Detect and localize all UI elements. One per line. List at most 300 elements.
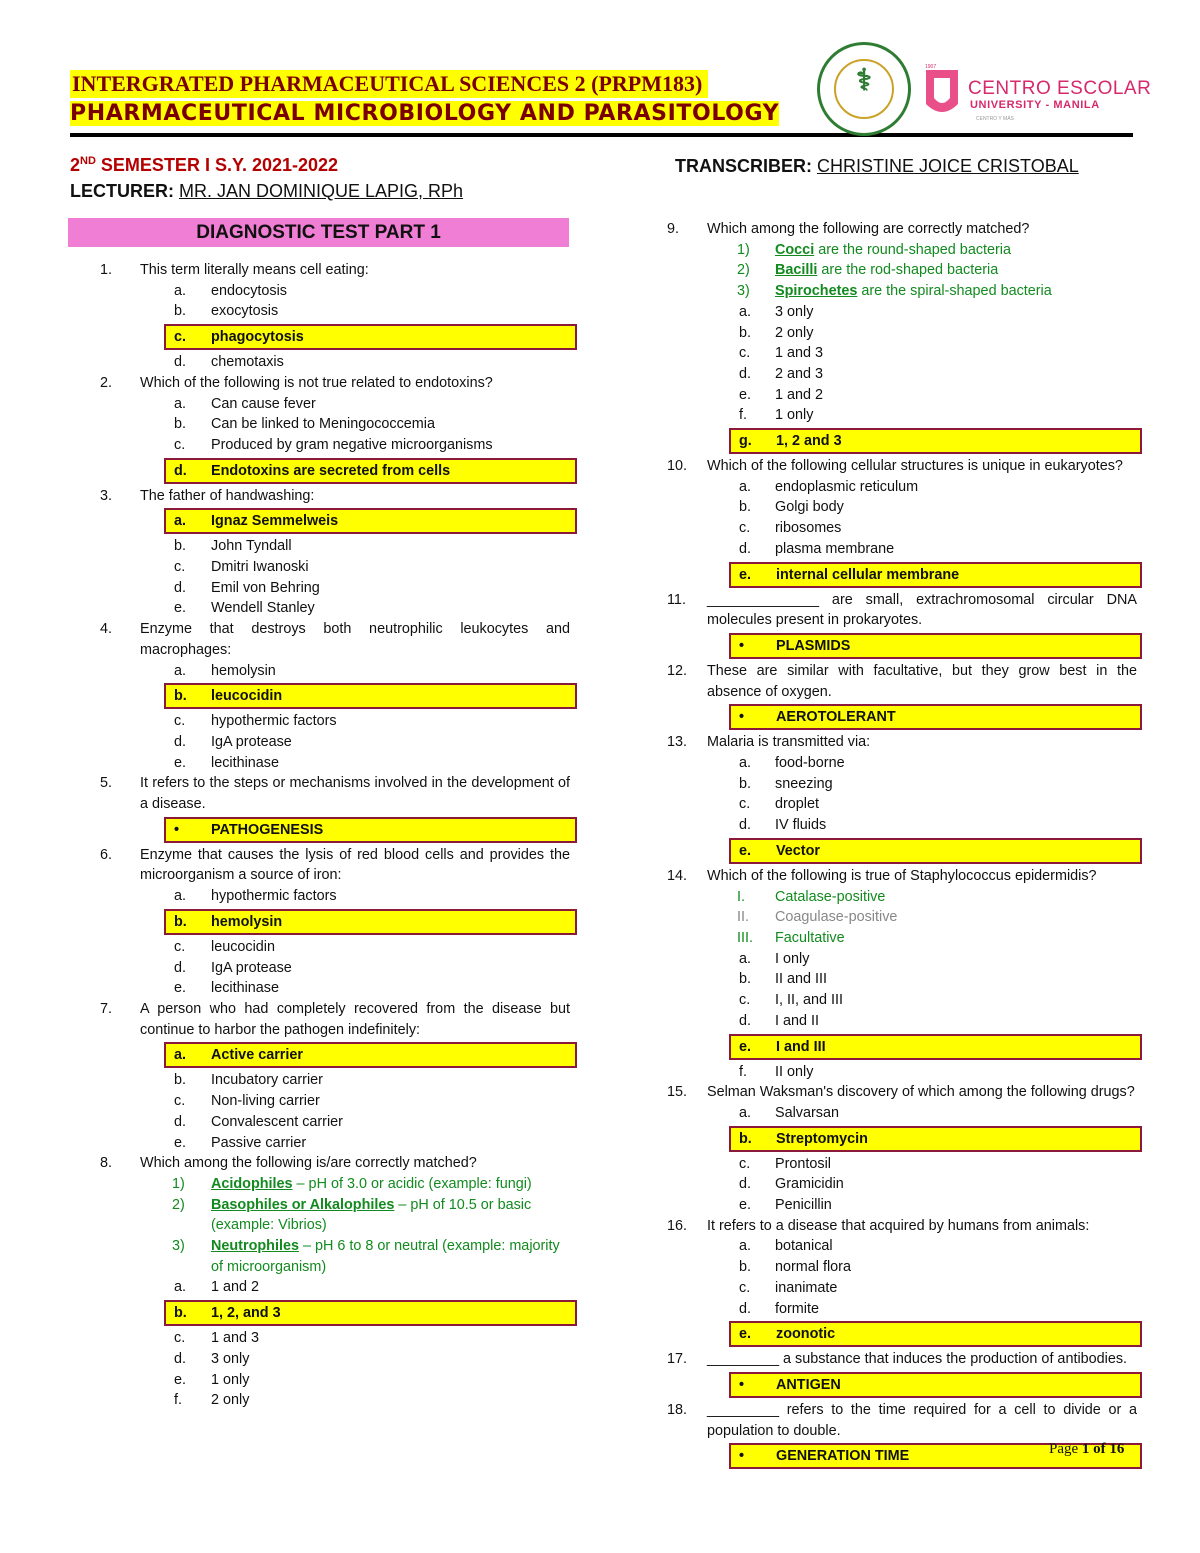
answer-option bbox=[100, 661, 570, 682]
option-letter: a. bbox=[174, 662, 187, 679]
answer-option bbox=[100, 435, 570, 456]
option-letter: a. bbox=[174, 395, 187, 412]
roman-statement bbox=[667, 887, 1137, 908]
statement-term: Spirochetes bbox=[775, 283, 858, 300]
right-column bbox=[667, 219, 1137, 1471]
option-text: Wendell Stanley bbox=[211, 600, 315, 617]
option-letter: d. bbox=[739, 1012, 752, 1029]
statement-number: 1) bbox=[737, 241, 750, 258]
question bbox=[667, 219, 1137, 240]
option-letter: a. bbox=[174, 513, 187, 530]
correct-answer-highlight bbox=[164, 324, 577, 350]
statement-number: 2) bbox=[737, 262, 750, 279]
option-letter: e. bbox=[174, 980, 187, 997]
question bbox=[100, 773, 570, 814]
question-text: Which of the following cellular structures is unique in eukaryotes? bbox=[707, 458, 1123, 475]
option-text: Produced by gram negative microorganisms bbox=[211, 436, 493, 453]
statement-number: 1) bbox=[172, 1175, 185, 1192]
option-letter: d. bbox=[174, 959, 187, 976]
correct-answer-highlight bbox=[729, 1034, 1142, 1060]
option-letter: c. bbox=[174, 559, 186, 576]
answer-option bbox=[100, 578, 570, 599]
option-letter: e. bbox=[174, 754, 187, 771]
question-text: _________ a substance that induces the production of antibodies. bbox=[707, 1351, 1128, 1368]
option-text: 2 only bbox=[775, 324, 814, 341]
correct-answer-highlight bbox=[729, 838, 1142, 864]
question bbox=[100, 373, 570, 394]
question-text: Enzyme that destroys both neutrophilic leukocytes and macrophages: bbox=[140, 621, 570, 658]
statement-text: – pH of 10.5 or basic (example: Vibrios) bbox=[211, 1196, 532, 1234]
semester-number: 2 bbox=[70, 155, 81, 175]
answer-option bbox=[667, 1195, 1137, 1216]
svg-text:1907: 1907 bbox=[925, 64, 937, 70]
option-text: IgA protease bbox=[211, 959, 292, 976]
option-letter: b. bbox=[174, 1072, 187, 1089]
question bbox=[667, 732, 1137, 753]
option-text: 1 and 2 bbox=[211, 1279, 260, 1296]
answer-option bbox=[667, 385, 1137, 406]
lecturer-label: LECTURER: bbox=[70, 181, 174, 201]
statement-numeral: I. bbox=[737, 888, 745, 905]
option-letter: c. bbox=[174, 436, 186, 453]
statement-number: 3) bbox=[737, 283, 750, 300]
matching-statement bbox=[100, 1236, 570, 1277]
option-text: 1, 2 and 3 bbox=[776, 433, 842, 450]
question-number: 3. bbox=[100, 487, 113, 504]
option-text: IgA protease bbox=[211, 733, 292, 750]
option-letter: a. bbox=[174, 282, 187, 299]
statement-number: 3) bbox=[172, 1238, 185, 1255]
option-text: leucocidin bbox=[211, 688, 283, 705]
answer-option bbox=[667, 539, 1137, 560]
subject-title-text: PHARMACEUTICAL MICROBIOLOGY AND PARASITOLOGY bbox=[70, 101, 780, 126]
correct-answer-highlight bbox=[164, 909, 577, 935]
option-letter: d. bbox=[174, 733, 187, 750]
semester-text: SEMESTER I S.Y. 2021-2022 bbox=[100, 155, 339, 175]
correct-answer-highlight bbox=[164, 817, 577, 843]
option-letter: e. bbox=[174, 600, 187, 617]
question bbox=[667, 1216, 1137, 1237]
option-letter: f. bbox=[739, 1063, 747, 1080]
option-text: GENERATION TIME bbox=[776, 1448, 910, 1465]
question-number: 17. bbox=[667, 1351, 688, 1368]
option-text: ANTIGEN bbox=[776, 1376, 841, 1393]
question-text: The father of handwashing: bbox=[140, 487, 315, 504]
question-text: A person who had completely recovered from the disease but continue to harbor the pathogen indefinitely: bbox=[140, 1000, 570, 1038]
question-number: 15. bbox=[667, 1084, 688, 1101]
statement-text: – pH 6 to 8 or neutral (example: majority of microorganism) bbox=[211, 1238, 560, 1275]
option-letter: • bbox=[174, 821, 180, 838]
answer-option bbox=[667, 949, 1137, 970]
option-text: I and II bbox=[775, 1012, 820, 1029]
question-text: Which among the following is/are correctly matched? bbox=[140, 1155, 477, 1172]
answer-option bbox=[100, 301, 570, 322]
answer-option bbox=[667, 497, 1137, 518]
answer-option bbox=[667, 794, 1137, 815]
answer-option bbox=[667, 1236, 1137, 1257]
option-text: Vector bbox=[776, 842, 820, 859]
transcriber-info bbox=[675, 156, 1079, 177]
answer-option bbox=[100, 1328, 570, 1349]
question-text: Selman Waksman's discovery of which among the following drugs? bbox=[707, 1084, 1135, 1101]
option-letter: b. bbox=[174, 1305, 187, 1322]
option-text: Non-living carrier bbox=[211, 1093, 320, 1110]
option-text: Prontosil bbox=[775, 1155, 831, 1172]
option-letter: g. bbox=[739, 433, 752, 450]
option-text: 1 only bbox=[775, 407, 814, 424]
option-text: lecithinase bbox=[211, 980, 279, 997]
option-text: 1 and 3 bbox=[211, 1330, 260, 1347]
option-letter: a. bbox=[739, 1104, 752, 1121]
option-letter: e. bbox=[739, 842, 752, 859]
option-text: exocytosis bbox=[211, 303, 279, 320]
question-text: ______________ are small, extrachromosomal circular DNA molecules present in prokaryotes. bbox=[707, 591, 1137, 629]
matching-statement bbox=[667, 281, 1137, 302]
answer-option bbox=[667, 774, 1137, 795]
question-number: 14. bbox=[667, 867, 688, 884]
option-text: 2 only bbox=[211, 1392, 250, 1409]
question-text: Malaria is transmitted via: bbox=[707, 734, 871, 751]
question bbox=[100, 486, 570, 507]
question bbox=[667, 1349, 1137, 1370]
answer-option bbox=[667, 302, 1137, 323]
left-column bbox=[100, 260, 570, 1411]
question-number: 10. bbox=[667, 458, 688, 475]
statement-number: 2) bbox=[172, 1196, 185, 1213]
option-letter: b. bbox=[174, 538, 187, 555]
option-text: 3 only bbox=[775, 303, 814, 320]
question-text: Which among the following are correctly matched? bbox=[707, 221, 1030, 237]
option-text: plasma membrane bbox=[775, 540, 895, 557]
option-letter: e. bbox=[174, 1371, 187, 1388]
correct-answer-highlight bbox=[164, 1042, 577, 1068]
option-letter: d. bbox=[174, 462, 187, 479]
option-letter: b. bbox=[174, 688, 187, 705]
option-letter: a. bbox=[739, 755, 752, 772]
option-text: lecithinase bbox=[211, 754, 279, 771]
statement-text: Facultative bbox=[775, 929, 845, 946]
correct-answer-highlight bbox=[164, 508, 577, 534]
correct-answer-highlight bbox=[164, 1300, 577, 1326]
option-text: formite bbox=[775, 1300, 819, 1317]
option-text: Convalescent carrier bbox=[211, 1113, 343, 1130]
question-text: It refers to a disease that acquired by humans from animals: bbox=[707, 1217, 1090, 1234]
option-text: leucocidin bbox=[211, 938, 275, 955]
option-text: Golgi body bbox=[775, 499, 844, 516]
correct-answer-highlight bbox=[164, 458, 577, 484]
answer-option bbox=[100, 1370, 570, 1391]
option-text: hemolysin bbox=[211, 662, 276, 679]
option-letter: c. bbox=[739, 992, 751, 1009]
option-letter: c. bbox=[739, 520, 751, 537]
question-number: 7. bbox=[100, 1000, 113, 1017]
matching-statement bbox=[100, 1195, 570, 1236]
page-current: 1 bbox=[1081, 1441, 1090, 1457]
option-text: phagocytosis bbox=[211, 329, 304, 346]
answer-option bbox=[667, 518, 1137, 539]
option-text: I only bbox=[775, 950, 810, 967]
answer-option bbox=[667, 323, 1137, 344]
statement-text: are the spiral-shaped bacteria bbox=[857, 283, 1052, 300]
roman-statement bbox=[667, 928, 1137, 949]
option-letter: e. bbox=[739, 1326, 752, 1343]
question-number: 16. bbox=[667, 1217, 688, 1234]
option-text: Endotoxins are secreted from cells bbox=[211, 462, 451, 479]
option-text: endocytosis bbox=[211, 282, 287, 299]
option-letter: a. bbox=[739, 950, 752, 967]
option-text: II only bbox=[775, 1063, 814, 1080]
option-letter: d. bbox=[174, 1113, 187, 1130]
question-number: 12. bbox=[667, 662, 688, 679]
statement-numeral: III. bbox=[737, 929, 753, 946]
option-letter: d. bbox=[174, 1350, 187, 1367]
answer-option bbox=[100, 536, 570, 557]
answer-option bbox=[667, 1062, 1137, 1083]
semester-suffix: ND bbox=[80, 155, 96, 167]
statement-text: are the rod-shaped bacteria bbox=[817, 262, 999, 279]
option-text: Penicillin bbox=[775, 1197, 832, 1214]
question-number: 1. bbox=[100, 262, 113, 278]
university-name-line1: CENTRO ESCOLAR bbox=[968, 78, 1152, 99]
answer-option bbox=[100, 753, 570, 774]
question-number: 13. bbox=[667, 734, 688, 751]
option-text: Can be linked to Meningococcemia bbox=[211, 416, 435, 433]
statement-term: Cocci bbox=[775, 241, 815, 258]
correct-answer-highlight bbox=[729, 1321, 1142, 1347]
option-letter: f. bbox=[739, 407, 747, 424]
option-letter: b. bbox=[174, 303, 187, 320]
option-text: food-borne bbox=[775, 755, 845, 772]
question bbox=[100, 1153, 570, 1174]
roman-statement bbox=[667, 907, 1137, 928]
question bbox=[667, 1400, 1137, 1441]
correct-answer-highlight bbox=[729, 633, 1142, 659]
option-text: 1 only bbox=[211, 1371, 250, 1388]
option-text: endoplasmic reticulum bbox=[775, 478, 919, 495]
option-letter: d. bbox=[739, 365, 752, 382]
question bbox=[667, 1082, 1137, 1103]
option-text: Dmitri Iwanoski bbox=[211, 559, 309, 576]
option-letter: e. bbox=[739, 566, 752, 583]
question bbox=[100, 845, 570, 886]
option-text: John Tyndall bbox=[211, 538, 292, 555]
answer-option bbox=[667, 753, 1137, 774]
option-text: 3 only bbox=[211, 1350, 250, 1367]
answer-option bbox=[667, 405, 1137, 426]
transcriber-name: CHRISTINE JOICE CRISTOBAL bbox=[817, 156, 1079, 176]
option-text: botanical bbox=[775, 1238, 833, 1255]
question-text: _________ refers to the time required for a cell to divide or a population to double. bbox=[707, 1401, 1137, 1439]
option-letter: a. bbox=[739, 303, 752, 320]
correct-answer-highlight bbox=[729, 428, 1142, 454]
answer-option bbox=[100, 394, 570, 415]
option-letter: • bbox=[739, 709, 745, 726]
answer-option bbox=[100, 1133, 570, 1154]
statement-text: – pH of 3.0 or acidic (example: fungi) bbox=[292, 1175, 532, 1192]
statement-term: Acidophiles bbox=[211, 1175, 293, 1192]
option-text: Emil von Behring bbox=[211, 579, 320, 596]
option-letter: c. bbox=[739, 345, 751, 362]
option-text: I, II, and III bbox=[775, 992, 843, 1009]
subject-title bbox=[70, 101, 779, 126]
option-text: hemolysin bbox=[211, 913, 283, 930]
option-text: hypothermic factors bbox=[211, 888, 337, 905]
answer-option bbox=[100, 1070, 570, 1091]
statement-text: Coagulase-positive bbox=[775, 909, 898, 926]
answer-option bbox=[667, 364, 1137, 385]
option-letter: a. bbox=[174, 1047, 187, 1064]
option-text: zoonotic bbox=[776, 1326, 836, 1343]
answer-option bbox=[667, 477, 1137, 498]
option-text: I and III bbox=[776, 1038, 826, 1055]
answer-option bbox=[100, 598, 570, 619]
option-letter: b. bbox=[739, 775, 752, 792]
correct-answer-highlight bbox=[729, 562, 1142, 588]
answer-option bbox=[100, 281, 570, 302]
option-text: 1, 2, and 3 bbox=[211, 1305, 281, 1322]
statement-term: Bacilli bbox=[775, 262, 818, 279]
question bbox=[667, 661, 1137, 702]
option-letter: d. bbox=[174, 579, 187, 596]
answer-option bbox=[100, 1091, 570, 1112]
question bbox=[667, 590, 1137, 631]
option-letter: e. bbox=[739, 386, 752, 403]
question bbox=[100, 999, 570, 1040]
answer-option bbox=[100, 711, 570, 732]
option-letter: b. bbox=[739, 324, 752, 341]
university-mark-icon bbox=[920, 64, 964, 120]
option-text: Gramicidin bbox=[775, 1176, 844, 1193]
question bbox=[667, 456, 1137, 477]
answer-option bbox=[667, 1257, 1137, 1278]
option-letter: a. bbox=[174, 888, 187, 905]
header-rule bbox=[70, 133, 1133, 137]
correct-answer-highlight bbox=[729, 1372, 1142, 1398]
option-letter: b. bbox=[739, 1259, 752, 1276]
answer-option bbox=[100, 557, 570, 578]
question bbox=[667, 866, 1137, 887]
option-text: Ignaz Semmelweis bbox=[211, 513, 339, 530]
option-letter: d. bbox=[739, 1300, 752, 1317]
option-text: Salvarsan bbox=[775, 1104, 839, 1121]
answer-option bbox=[100, 1112, 570, 1133]
option-letter: f. bbox=[174, 1392, 182, 1409]
lecturer-name: MR. JAN DOMINIQUE LAPIG, RPh bbox=[179, 181, 464, 201]
question-number: 8. bbox=[100, 1155, 113, 1172]
question-text: It refers to the steps or mechanisms involved in the development of a disease. bbox=[140, 775, 570, 813]
option-text: Streptomycin bbox=[776, 1130, 868, 1147]
answer-option bbox=[100, 978, 570, 999]
option-text: Active carrier bbox=[211, 1047, 304, 1064]
option-text: Incubatory carrier bbox=[211, 1072, 323, 1089]
question-text: Which of the following is not true related to endotoxins? bbox=[140, 374, 493, 391]
option-letter: • bbox=[739, 1448, 745, 1465]
answer-option bbox=[667, 1103, 1137, 1124]
question-number: 9. bbox=[667, 221, 680, 237]
page-number bbox=[1049, 1441, 1124, 1458]
option-text: PATHOGENESIS bbox=[211, 821, 324, 838]
option-letter: b. bbox=[739, 499, 752, 516]
statement-term: Neutrophiles bbox=[211, 1238, 299, 1255]
option-letter: a. bbox=[739, 1238, 752, 1255]
correct-answer-highlight bbox=[729, 704, 1142, 730]
option-letter: b. bbox=[739, 1130, 752, 1147]
option-text: 1 and 3 bbox=[775, 345, 824, 362]
option-letter: e. bbox=[739, 1197, 752, 1214]
answer-option bbox=[667, 1154, 1137, 1175]
page-total: 16 bbox=[1109, 1441, 1125, 1457]
option-text: ribosomes bbox=[775, 520, 842, 537]
caduceus-icon: ⚕ bbox=[855, 64, 873, 97]
question-number: 5. bbox=[100, 775, 113, 792]
school-seal-logo bbox=[817, 42, 911, 136]
question bbox=[100, 260, 570, 281]
option-text: II and III bbox=[775, 971, 827, 988]
option-letter: b. bbox=[739, 971, 752, 988]
question-number: 4. bbox=[100, 621, 113, 638]
option-letter: a. bbox=[739, 478, 752, 495]
matching-statement bbox=[667, 240, 1137, 261]
option-text: Can cause fever bbox=[211, 395, 316, 412]
statement-term: Basophiles or Alkalophiles bbox=[211, 1196, 395, 1213]
answer-option bbox=[100, 886, 570, 907]
answer-option bbox=[100, 937, 570, 958]
statement-text: Catalase-positive bbox=[775, 888, 886, 905]
option-letter: c. bbox=[174, 1330, 186, 1347]
option-letter: c. bbox=[174, 938, 186, 955]
answer-option bbox=[100, 352, 570, 373]
matching-statement bbox=[100, 1174, 570, 1195]
option-text: normal flora bbox=[775, 1259, 851, 1276]
option-text: AEROTOLERANT bbox=[776, 709, 896, 726]
option-letter: c. bbox=[174, 1093, 186, 1110]
matching-statement bbox=[667, 260, 1137, 281]
option-letter: c. bbox=[739, 796, 751, 813]
answer-option bbox=[667, 1299, 1137, 1320]
answer-option bbox=[100, 1349, 570, 1370]
answer-option bbox=[667, 815, 1137, 836]
statement-numeral: II. bbox=[737, 909, 749, 926]
option-letter: d. bbox=[739, 1176, 752, 1193]
answer-option bbox=[667, 969, 1137, 990]
answer-option bbox=[100, 1390, 570, 1411]
option-text: 2 and 3 bbox=[775, 365, 824, 382]
question-text: These are similar with facultative, but they grow best in the absence of oxygen. bbox=[707, 662, 1137, 700]
question-number: 11. bbox=[667, 591, 686, 608]
option-letter: d. bbox=[739, 817, 752, 834]
answer-option bbox=[100, 958, 570, 979]
section-title: DIAGNOSTIC TEST PART 1 bbox=[68, 218, 569, 247]
option-text: IV fluids bbox=[775, 817, 827, 834]
option-text: internal cellular membrane bbox=[776, 566, 960, 583]
question-number: 2. bbox=[100, 374, 113, 391]
option-letter: • bbox=[739, 637, 745, 654]
answer-option bbox=[667, 1278, 1137, 1299]
option-letter: c. bbox=[174, 329, 187, 346]
option-letter: e. bbox=[174, 1134, 187, 1151]
option-letter: d. bbox=[174, 354, 187, 371]
page-of: of bbox=[1093, 1441, 1106, 1457]
option-letter: b. bbox=[174, 416, 187, 433]
answer-option bbox=[667, 990, 1137, 1011]
correct-answer-highlight bbox=[164, 683, 577, 709]
statement-text: are the round-shaped bacteria bbox=[814, 241, 1012, 258]
question-text: Which of the following is true of Staphylococcus epidermidis? bbox=[707, 867, 1097, 884]
option-letter: c. bbox=[739, 1155, 751, 1172]
answer-option bbox=[100, 414, 570, 435]
answer-option bbox=[667, 343, 1137, 364]
option-text: droplet bbox=[775, 796, 820, 813]
